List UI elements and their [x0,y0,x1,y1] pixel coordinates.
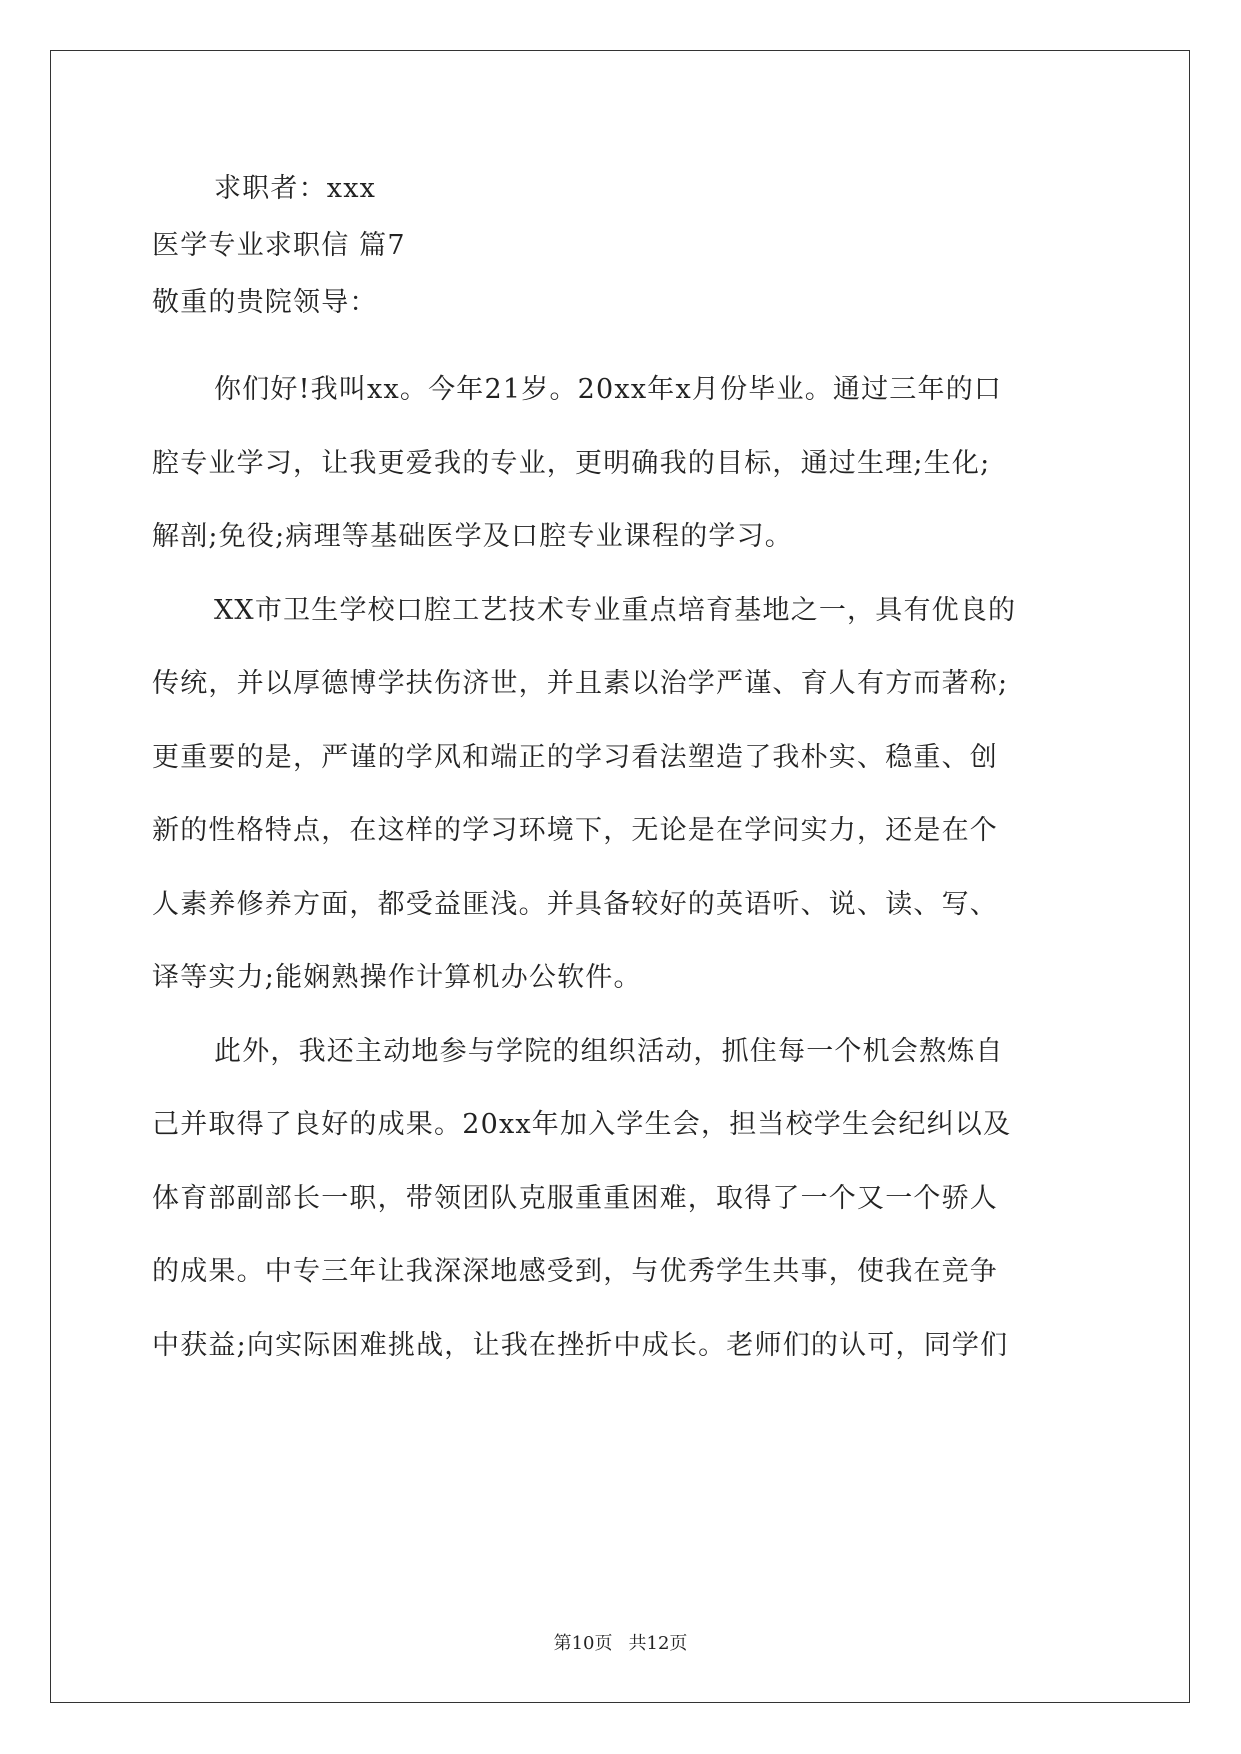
paragraph-line: 译等实力;能娴熟操作计算机办公软件。 [152,962,642,993]
paragraph-line: 更重要的是，严谨的学风和端正的学习看法塑造了我朴实、稳重、创 [152,742,998,773]
paragraph-line: 解剖;免役;病理等基础医学及口腔专业课程的学习。 [152,521,793,552]
paragraph-line: 你们好!我叫xx。今年21岁。20xx年x月份毕业。通过三年的口 [214,374,1003,405]
paragraph-line: 腔专业学习，让我更爱我的专业，更明确我的目标，通过生理;生化; [152,448,991,479]
section-heading: 医学专业求职信 篇7 [152,230,406,261]
paragraph-line: 的成果。中专三年让我深深地感受到，与优秀学生共事，使我在竞争 [152,1256,998,1287]
paragraph-line: 传统，并以厚德博学扶伤济世，并且素以治学严谨、育人有方而著称; [152,668,1009,699]
paragraph-line: 此外，我还主动地参与学院的组织活动，抓住每一个机会熬炼自 [214,1036,1004,1067]
paragraph-line: 己并取得了良好的成果。20xx年加入学生会，担当校学生会纪纠以及 [152,1109,1012,1140]
page-footer [0,1632,1241,1656]
paragraph-line: 人素养修养方面，都受益匪浅。并具备较好的英语听、说、读、写、 [152,889,998,920]
paragraph-line: 新的性格特点，在这样的学习环境下，无论是在学问实力，还是在个 [152,815,998,846]
paragraph-line: 体育部副部长一职，带领团队克服重重困难，取得了一个又一个骄人 [152,1183,998,1214]
paragraph-line: XX市卫生学校口腔工艺技术专业重点培育基地之一，具有优良的 [214,595,1017,626]
signature-line: 求职者：xxx [214,173,377,204]
page-number: 第10页 [553,1633,613,1654]
salutation: 敬重的贵院领导： [152,287,378,318]
page-total: 共12页 [628,1633,688,1654]
paragraph-line: 中获益;向实际困难挑战，让我在挫折中成长。老师们的认可，同学们 [152,1330,1009,1361]
